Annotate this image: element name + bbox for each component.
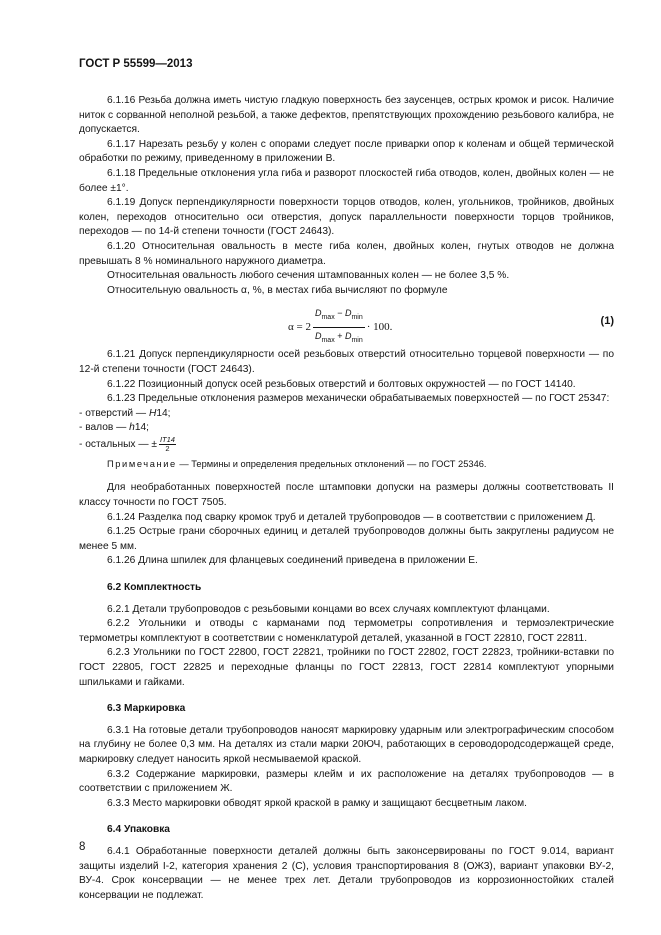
note (79, 457, 614, 472)
clause-6-3-1: 6.3.1 На готовые детали трубопроводов наносят маркировку ударным или электрографическим способом на глубину не более 0,3 мм. На деталях из стали марки 20ЮЧ, работающих в сероводородсодержащей среде, маркировку следует наносить яркой несмываемой краской. (79, 724, 614, 765)
clause-6-2-2: 6.2.2 Угольники и отводы с карманами под термометры сопротивления и термоэлектрические термометры комплектуют в соответствии с номенклатурой деталей, указанной в ГОСТ 22810, ГОСТ 22811. (79, 618, 614, 644)
clause-6-1-22: 6.1.22 Позиционный допуск осей резьбовых отверстий и болтовых окружностей — по ГОСТ 14140. (107, 378, 576, 390)
section-6-4-heading: 6.4 Упаковка (107, 824, 170, 836)
formula-denominator: $D_{max} + D_{min}$ (314, 330, 363, 344)
formula-fraction (313, 306, 365, 348)
formula-rhs: · 100. (366, 320, 393, 333)
page-header: ГОСТ Р 55599—2013 (79, 58, 193, 70)
formula-number: (1) (600, 315, 614, 328)
formula-numerator: $D_{max} - D_{min}$ (313, 306, 365, 327)
clause-6-1-19: 6.1.19 Допуск перпендикулярности поверхности торцов отводов, колен, угольников, тройников, двойных колен, переходов относительно оси отверстия, допуск параллельности поверхности торцов тройников, переходов — по 14-й степени точности (ГОСТ 24643). (79, 197, 614, 238)
clause-6-1-20-formula-intro: Относительную овальность α, %, в местах гиба вычисляют по формуле (107, 284, 448, 296)
formula-lhs: α = 2 (288, 320, 311, 333)
clause-6-1-21: 6.1.21 Допуск перпендикулярности осей резьбовых отверстий относительно торцевой поверхности — по 12-й степени точности (ГОСТ 24643). (79, 349, 614, 375)
clause-6-2-3: 6.2.3 Угольники по ГОСТ 22800, ГОСТ 22821, тройники по ГОСТ 22802, ГОСТ 22823, тройники-вставки по ГОСТ 22805, ГОСТ 22825 и переходные фланцы по ГОСТ 22813, ГОСТ 22814 комплектуют упорными шпильками и гайками. (79, 647, 614, 688)
clause-6-3-3: 6.3.3 Место маркировки обводят яркой краской в рамку и защищают бесцветным лаком. (107, 797, 527, 809)
note-text: — Термины и определения предельных отклонений — по ГОСТ 25346. (176, 458, 487, 469)
list-item-holes: - отверстий — H14; (79, 407, 171, 419)
formula-1 (79, 303, 614, 343)
clause-6-1-20-ovality: Относительная овальность любого сечения штампованных колен — не более 3,5 %. (107, 270, 510, 282)
document-body (79, 94, 614, 903)
unmachined-surfaces: Для необработанных поверхностей после штамповки допуски на размеры должны соответствовать II классу точности по ГОСТ 7505. (79, 482, 614, 509)
clause-6-1-16: 6.1.16 Резьба должна иметь чистую гладкую поверхность без заусенцев, острых кромок и рисок. Наличие ниток с сорванной неполной резьбой, а также дефектов, препятствующих прохождению резьбового калибра, не допускается. (79, 95, 614, 136)
section-6-2-heading: 6.2 Комплектность (107, 582, 202, 594)
clause-6-1-26: 6.1.26 Длина шпилек для фланцевых соединений приведена в приложении Е. (107, 555, 478, 567)
section-6-3-heading: 6.3 Маркировка (107, 703, 186, 715)
page-number: 8 (79, 841, 86, 853)
clause-6-3-2: 6.3.2 Содержание маркировки, размеры клейм и их расположение на деталях трубопроводов — в соответствии с приложением Ж. (79, 768, 614, 795)
clause-6-4-1: 6.4.1 Обработанные поверхности деталей должны быть законсервированы по ГОСТ 9.014, вариант защиты изделий I-2, категория хранения 2 (С), условия транспортирования 8 (ОЖ3), вариант упаковки ВУ-2, ВУ-4. Срок консервации — не менее трех лет. Детали трубопроводов из коррозионностойких сталей консервации не подлежат. (79, 845, 614, 901)
clause-6-1-20: 6.1.20 Относительная овальность в месте гиба колен, двойных колен, гнутых отводов не должна превышать 8 % номинального наружного диаметра. (79, 240, 614, 267)
note-label: Примечание (107, 458, 177, 469)
clause-6-1-18: 6.1.18 Предельные отклонения угла гиба и разворот плоскостей гиба отводов, колен, двойных колен — не более ±1°. (79, 167, 614, 194)
clause-6-1-25: 6.1.25 Острые грани сборочных единиц и деталей трубопроводов должны быть закруглены радиусом не менее 5 мм. (79, 526, 614, 552)
list-item-shafts: - валов — h14; (79, 422, 150, 434)
list-item-rest: - остальных — ± $\frac{IT14}{2}$ (79, 434, 175, 453)
clause-6-1-17: 6.1.17 Нарезать резьбу у колен с опорами следует после приварки опор к коленам и общей термической обработки по режиму, приведенному в приложении В. (79, 138, 614, 165)
clause-6-2-1: 6.2.1 Детали трубопроводов с резьбовыми концами во всех случаях комплектуют фланцами. (107, 603, 550, 615)
clause-6-1-24: 6.1.24 Разделка под сварку кромок труб и деталей трубопроводов — в соответствии с приложением Д. (107, 511, 596, 523)
ovality-formula (288, 306, 392, 348)
tolerance-fraction: $\frac{IT14}{2}$ (159, 434, 175, 453)
clause-6-1-23: 6.1.23 Предельные отклонения размеров механически обрабатываемых поверхностей — по ГОСТ 25347: (107, 393, 610, 405)
